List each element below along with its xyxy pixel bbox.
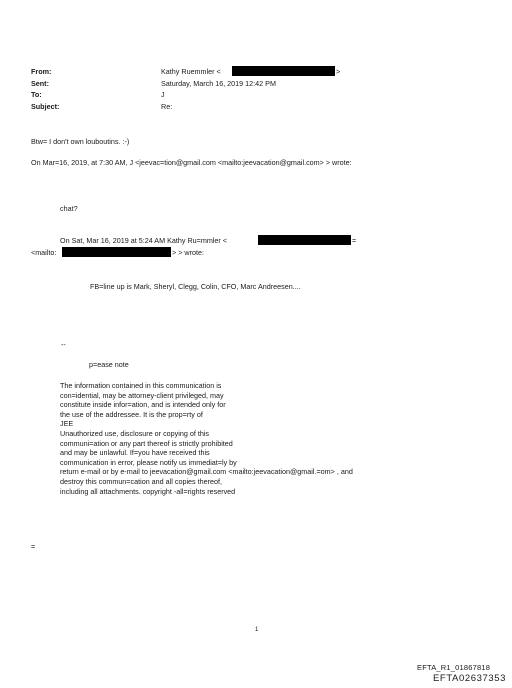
redaction-mailto xyxy=(62,247,171,257)
signature-dashes: -- xyxy=(61,340,66,349)
body-line-1: Btw= I don't own louboutins. :-) xyxy=(31,137,130,146)
efta-small-id: EFTA_R1_01867818 xyxy=(417,663,491,672)
from-close: > xyxy=(336,67,341,76)
disclaimer-line: communication in error, please notify us immediat=ly by xyxy=(60,457,237,467)
disclaimer-line: con=idential, may be attorney-client privileged, may xyxy=(60,390,224,400)
chat-line: chat? xyxy=(60,204,78,213)
to-label: To: xyxy=(31,90,42,99)
quote-line-b-end: > > wrote: xyxy=(172,248,204,257)
sent-value: Saturday, March 16, 2019 12:42 PM xyxy=(161,79,276,88)
please-note: p=ease note xyxy=(89,360,129,369)
subject-label: Subject: xyxy=(31,102,60,111)
disclaimer-line: Unauthorized use, disclosure or copying of this xyxy=(60,428,210,438)
disclaimer-block xyxy=(60,381,353,496)
to-value: J xyxy=(161,90,165,99)
disclaimer-line: The information contained in this communication is xyxy=(60,381,222,390)
disclaimer-line: and may be unlawful. If=you have received this xyxy=(60,448,210,458)
disclaimer-line: including all attachments. copyright -all=rights reserved xyxy=(60,486,236,496)
disclaimer-line: JEE xyxy=(60,419,74,429)
subject-value: Re: xyxy=(161,102,173,111)
from-value: Kathy Ruemmler < xyxy=(161,67,221,76)
redaction-from xyxy=(232,66,335,76)
disclaimer-line: destroy this commun=cation and all copies thereof, xyxy=(60,476,223,486)
fb-line: FB=line up is Mark, Sheryl, Clegg, Colin, CFO, Marc Andreesen.... xyxy=(90,282,301,291)
efta-large-id: EFTA02637353 xyxy=(433,673,507,684)
trailing-equals: = xyxy=(31,542,36,551)
disclaimer-line: the use of the addressee. It is the prop=rty of xyxy=(60,409,203,419)
from-label: From: xyxy=(31,67,52,76)
redaction-quote-email xyxy=(258,235,351,245)
sent-label: Sent: xyxy=(31,79,49,88)
body-line-2: On Mar=16, 2019, at 7:30 AM, J <jeevac=tion@gmail.com <mailto:jeevacation@gmail.com> > wrote: xyxy=(31,158,352,167)
page-number: 1 xyxy=(255,627,259,633)
disclaimer-line: return e-mail or by e-mail to jeevacation@gmail.com <mailto:jeevacation@gmail.=om> , and xyxy=(60,467,353,477)
quote-line-b-start: <mailto: xyxy=(31,248,57,257)
quote-line-a: On Sat, Mar 16, 2019 at 5:24 AM Kathy Ru=mmler < xyxy=(60,236,227,245)
disclaimer-line: communi=ation or any part thereof is strictly prohibited xyxy=(60,438,233,448)
disclaimer-line: constitute inside infor=ation, and is intended only for xyxy=(60,400,226,410)
quote-line-a-end: = xyxy=(352,236,357,245)
